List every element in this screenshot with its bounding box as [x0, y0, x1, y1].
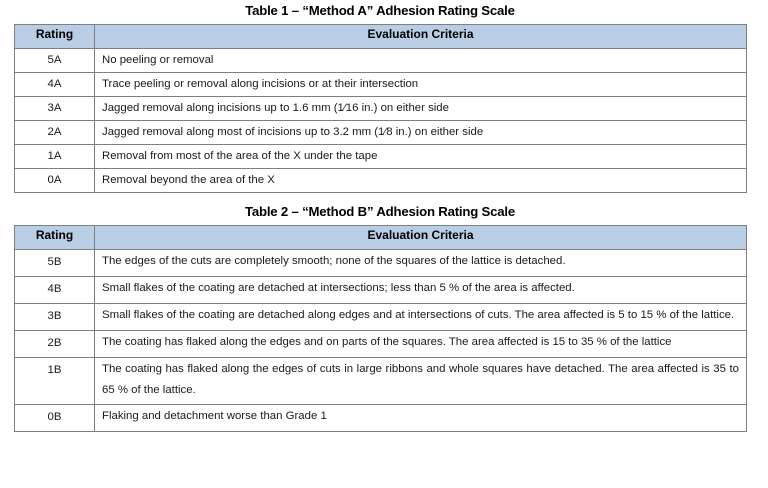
- criteria-value: Small flakes of the coating are detached at intersections; less than 5 % of the area is affected.: [95, 277, 747, 304]
- criteria-value: Jagged removal along incisions up to 1.6 mm (1⁄16 in.) on either side: [95, 97, 747, 121]
- criteria-value: Removal beyond the area of the X: [95, 169, 747, 193]
- column-header-criteria: Evaluation Criteria: [95, 226, 747, 250]
- table-row: [15, 304, 747, 331]
- column-header-rating: Rating: [15, 25, 95, 49]
- table-header-row: [15, 226, 747, 250]
- rating-value: 4A: [15, 73, 95, 97]
- rating-value: 5B: [15, 250, 95, 277]
- criteria-value: Small flakes of the coating are detached along edges and at intersections of cuts. The area affected is 5 to 15 % of the lattice.: [95, 304, 747, 331]
- table-row: [15, 49, 747, 73]
- table-1-title: Table 1 – “Method A” Adhesion Rating Scale: [245, 3, 515, 18]
- rating-value: 0B: [15, 405, 95, 432]
- method-a-rating-table: [14, 24, 747, 193]
- table-row: [15, 277, 747, 304]
- table-2-header: [15, 226, 747, 250]
- rating-value: 3A: [15, 97, 95, 121]
- table-1-body: [15, 49, 747, 193]
- method-b-rating-table: [14, 225, 747, 432]
- table-row: [15, 97, 747, 121]
- criteria-value: The coating has flaked along the edges of cuts in large ribbons and whole squares have detached. The area affected is 35 to 65 % of the lattice.: [95, 358, 747, 405]
- criteria-value: No peeling or removal: [95, 49, 747, 73]
- table-row: [15, 121, 747, 145]
- rating-value: 3B: [15, 304, 95, 331]
- criteria-value: Removal from most of the area of the X under the tape: [95, 145, 747, 169]
- table-2-title: Table 2 – “Method B” Adhesion Rating Scale: [244, 204, 516, 219]
- criteria-value: Jagged removal along most of incisions up to 3.2 mm (1⁄8 in.) on either side: [95, 121, 747, 145]
- column-header-rating: Rating: [15, 226, 95, 250]
- table-block-2: [14, 203, 746, 432]
- table-row: [15, 169, 747, 193]
- rating-value: 1A: [15, 145, 95, 169]
- table-row: [15, 358, 747, 405]
- column-header-criteria: Evaluation Criteria: [95, 25, 747, 49]
- criteria-value: Flaking and detachment worse than Grade 1: [95, 405, 747, 432]
- table-row: [15, 250, 747, 277]
- criteria-value: The edges of the cuts are completely smooth; none of the squares of the lattice is detached.: [95, 250, 747, 277]
- table-row: [15, 331, 747, 358]
- rating-value: 2A: [15, 121, 95, 145]
- table-row: [15, 73, 747, 97]
- table-1-header: [15, 25, 747, 49]
- table-row: [15, 145, 747, 169]
- table-header-row: [15, 25, 747, 49]
- rating-value: 5A: [15, 49, 95, 73]
- table-2-body: [15, 250, 747, 432]
- table-row: [15, 405, 747, 432]
- rating-value: 2B: [15, 331, 95, 358]
- criteria-value: The coating has flaked along the edges and on parts of the squares. The area affected is 15 to 35 % of the lattice: [95, 331, 747, 358]
- rating-value: 0A: [15, 169, 95, 193]
- table-block-1: [14, 2, 746, 193]
- rating-value: 4B: [15, 277, 95, 304]
- criteria-value: Trace peeling or removal along incisions or at their intersection: [95, 73, 747, 97]
- rating-value: 1B: [15, 358, 95, 405]
